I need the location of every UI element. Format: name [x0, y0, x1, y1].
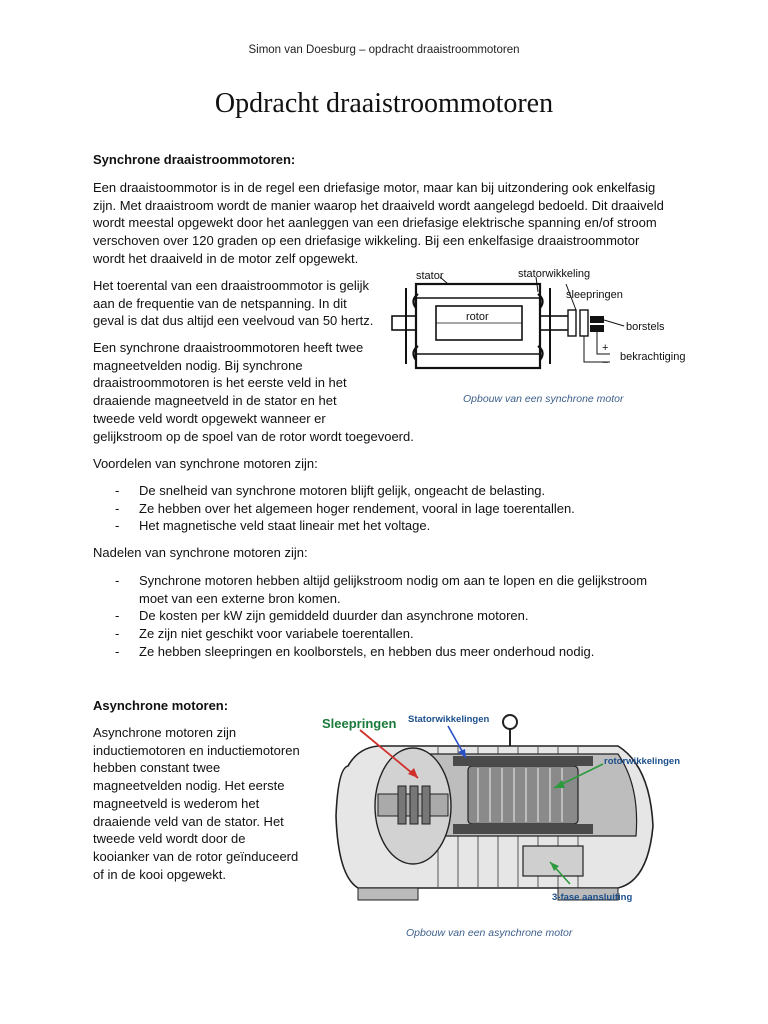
label-sleepringen: sleepringen	[566, 289, 623, 301]
slip-ring	[398, 786, 406, 824]
label-stator: stator	[416, 270, 444, 282]
label-statorwikkelingen: Statorwikkelingen	[408, 714, 490, 725]
text-line: aan de frequentie van de netspanning. In dit	[93, 295, 347, 311]
text-line: wordt meestal opgewekt door het aanleggen van een driefasige elektrische spanning en/of stroom	[93, 215, 657, 231]
text-line: verschoven over 120 graden op een driefasige wikkeling. Bij een enkelfasige draaistroommotor	[93, 233, 640, 249]
sync-intro-paragraph	[93, 179, 664, 268]
nadelen-list	[93, 572, 647, 661]
sync-figure-caption: Opbouw van een synchrone motor	[463, 393, 624, 405]
label-3-fase-aansluiting: 3-fase aansluiting	[552, 892, 633, 903]
text-line: of in de kooi opgewekt.	[93, 866, 226, 882]
text-line: magneetvelden nodig. Het eerste	[93, 778, 285, 794]
text-line: draaiende veld van de stator. Het	[93, 813, 284, 829]
label-rotorwikkelingen: rotorwikkelingen	[604, 756, 681, 767]
slip-ring	[568, 310, 576, 336]
slip-ring	[580, 310, 588, 336]
list-item: - De snelheid van synchrone motoren blijft gelijk, ongeacht de belasting.	[93, 482, 575, 500]
label-borstels: borstels	[626, 321, 665, 333]
text-line: Het toerental van een draaistroommotor is gelijk	[93, 278, 370, 293]
list-item: - Ze zijn niet geschikt voor variabele toerentallen.	[93, 625, 647, 643]
lifting-eye	[503, 715, 517, 729]
page-header: Simon van Doesburg – opdracht draaistroommotoren	[248, 44, 520, 56]
text-line: zijn. Met draaistroom wordt de manier waarop het draaiveld wordt aangelegd bedoeld. Dit draaiveld	[93, 197, 664, 213]
text-line: inductiemotoren en inductiemotoren	[93, 742, 300, 758]
asynchronous-motor-illustration	[318, 706, 708, 918]
async-heading: Asynchrone motoren:	[93, 698, 229, 713]
text-line: kooianker van de rotor geïnduceerd	[93, 848, 299, 864]
text-line: magneetveld is wederom het	[93, 795, 260, 811]
page-title: Opdracht draaistroommotoren	[214, 88, 554, 119]
text-line: wordt het draaiveld in de motor zelf opgewekt.	[93, 250, 359, 266]
nadelen-heading: Nadelen van synchrone motoren zijn:	[93, 545, 308, 560]
label-sleepringen: Sleepringen	[322, 716, 397, 731]
slip-ring	[410, 786, 418, 824]
text-line: Een synchrone draaistroommotoren heeft twee	[93, 340, 364, 355]
text-line: tweede veld wordt door de	[93, 831, 246, 847]
label-plus: +	[602, 342, 609, 354]
slip-ring	[422, 786, 430, 824]
text-line: hebben constant twee	[93, 760, 221, 776]
terminal-box	[523, 846, 583, 876]
text-line: magneetvelden nodig. Bij synchrone	[93, 357, 303, 373]
text-line: geval is dat dus altijd een veelvoud van 50 hertz.	[93, 313, 374, 329]
list-item-continuation: moet van een externe bron komen.	[139, 590, 341, 606]
text-line: tweede veld wordt opgewekt wanneer er	[93, 410, 326, 426]
toerental-paragraph	[93, 277, 373, 330]
brush	[590, 325, 604, 332]
list-item: - Ze hebben over het algemeen hoger rendement, vooral in lage toerentallen.	[93, 500, 575, 518]
text-line: Asynchrone motoren zijn	[93, 725, 237, 740]
list-item: - Het magnetische veld staat lineair met het voltage.	[93, 517, 575, 535]
label-statorwikkeling: statorwikkeling	[518, 268, 591, 280]
text-line: gelijkstroom op de spoel van de rotor wordt toegevoerd.	[93, 428, 414, 444]
voordelen-list	[93, 482, 575, 535]
voordelen-heading: Voordelen van synchrone motoren zijn:	[93, 456, 318, 471]
sync-heading: Synchrone draaistroommotoren:	[93, 152, 296, 167]
magneetvelden-paragraph	[93, 339, 414, 445]
label-bekrachtiging: bekrachtiging	[620, 351, 686, 363]
async-figure-caption: Opbouw van een asynchrone motor	[406, 927, 573, 939]
label-rotor: rotor	[466, 311, 489, 323]
synchronous-motor-diagram	[388, 262, 688, 386]
brush	[590, 316, 604, 323]
list-item: - De kosten per kW zijn gemiddeld duurder dan asynchrone motoren.	[93, 607, 647, 625]
stator-windings	[453, 756, 593, 766]
list-item: - Synchrone motoren hebben altijd gelijkstroom nodig om aan te lopen en die gelijkstroom	[93, 572, 647, 590]
text-line: draaiende magneetveld in de stator en het	[93, 393, 337, 409]
list-item: - Ze hebben sleepringen en koolborstels, en hebben dus meer onderhoud nodig.	[93, 643, 647, 661]
text-line: draaistroommotoren is het eerste veld in het	[93, 375, 347, 391]
label-minus: −	[602, 357, 609, 369]
text-line: Een draaistoommotor is in de regel een driefasige motor, maar kan bij uitzondering ook enkelfasig	[93, 180, 656, 195]
async-paragraph	[93, 724, 300, 883]
